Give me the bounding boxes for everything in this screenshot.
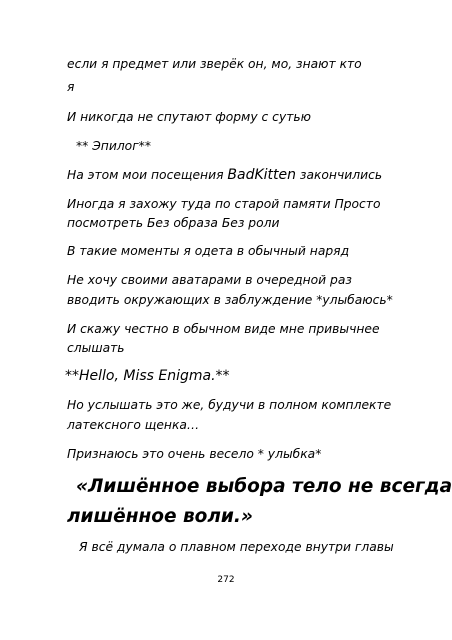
site-name: BadKitten [227,167,296,183]
text-line: вводить окружающих в заблуждение *улыбаюсь* [67,293,393,307]
text-line: Иногда я захожу туда по старой памяти Просто [67,197,381,211]
text-line: Не хочу своими аватарами в очередной раз [67,273,352,287]
text-line: латексного щенка… [67,418,200,432]
chapter-heading-line: «Лишённое выбора тело не всегда [76,476,452,497]
text-fragment: закончились [296,168,383,182]
text-line: я [67,80,75,94]
text-line: посмотреть Без образа Без роли [67,216,280,230]
page-number: 272 [217,575,235,585]
text-line: И скажу честно в обычном виде мне привычнее [67,322,380,336]
text-line: Но услышать это же, будучи в полном комплекте [67,398,392,412]
text-line: если я предмет или зверёк он, мо, знают кто [67,57,362,71]
quote-line: **Hello, Miss Enigma.** [65,368,230,384]
section-title-epilogue: ** Эпилог** [76,139,151,153]
text-line: слышать [67,341,125,355]
text-fragment: На этом мои посещения [67,168,228,182]
text-line: И никогда не спутают форму с сутью [67,110,311,124]
text-line: Я всё думала о плавном переходе внутри главы [79,540,394,554]
text-line: Признаюсь это очень весело * улыбка* [67,447,322,461]
text-line [67,167,382,183]
text-line: В такие моменты я одета в обычный наряд [67,244,350,258]
chapter-heading-line: лишённое воли.» [67,506,253,527]
